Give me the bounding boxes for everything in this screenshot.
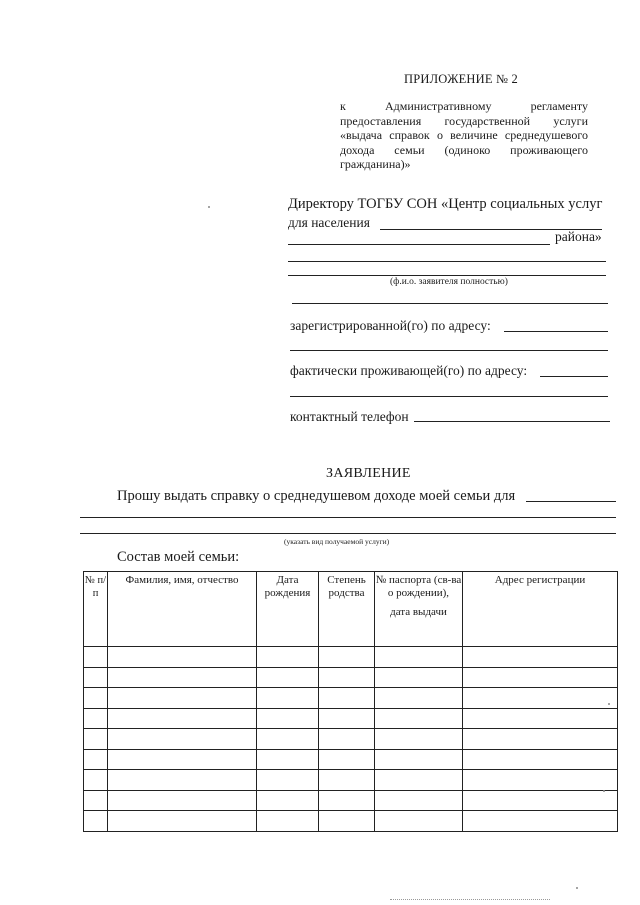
cell-birth[interactable] (257, 729, 319, 750)
cell-name[interactable] (108, 688, 257, 709)
cell-address[interactable] (463, 729, 618, 750)
registered-address-line-2[interactable] (290, 350, 608, 351)
cell-relation[interactable] (319, 647, 375, 668)
district-suffix: района» (555, 229, 602, 244)
cell-passport[interactable] (375, 667, 463, 688)
table-row (84, 790, 618, 811)
table-row (84, 688, 618, 709)
cell-num[interactable] (84, 770, 108, 791)
cell-birth[interactable] (257, 749, 319, 770)
service-caption: (указать вид получаемой услуги) (284, 537, 390, 546)
phone-label: контактный телефон (290, 409, 409, 424)
cell-relation[interactable] (319, 667, 375, 688)
table-row (84, 811, 618, 832)
header-passport-date: дата выдачи (390, 606, 447, 618)
table-row (84, 667, 618, 688)
scan-speck (603, 790, 605, 792)
cell-birth[interactable] (257, 770, 319, 791)
request-text: Прошу выдать справку о среднедушевом доходе моей семьи для (117, 488, 516, 504)
header-birth: Дата рождения (257, 572, 319, 647)
cell-birth[interactable] (257, 667, 319, 688)
scan-speck (208, 206, 210, 208)
cell-address[interactable] (463, 811, 618, 832)
cell-address[interactable] (463, 688, 618, 709)
application-heading: ЗАЯВЛЕНИЕ (326, 466, 411, 481)
cell-address[interactable] (463, 790, 618, 811)
fio-caption: (ф.и.о. заявителя полностью) (390, 277, 508, 287)
header-passport-text: № паспорта (св-ва о рождении), (375, 574, 462, 599)
header-relation: Степень родства (319, 572, 375, 647)
cell-num[interactable] (84, 790, 108, 811)
family-title: Состав моей семьи: (117, 549, 240, 565)
cell-num[interactable] (84, 811, 108, 832)
header-num: № п/п (84, 572, 108, 647)
applicant-line-3[interactable] (292, 303, 608, 304)
applicant-line-2[interactable] (288, 275, 606, 276)
cell-address[interactable] (463, 770, 618, 791)
actual-label: фактически проживающей(го) по адресу: (290, 363, 528, 378)
table-row (84, 647, 618, 668)
district-field[interactable] (288, 244, 550, 245)
cell-num[interactable] (84, 708, 108, 729)
cell-name[interactable] (108, 729, 257, 750)
cell-num[interactable] (84, 647, 108, 668)
service-field[interactable] (526, 501, 616, 502)
cell-birth[interactable] (257, 708, 319, 729)
cell-passport[interactable] (375, 811, 463, 832)
cell-address[interactable] (463, 647, 618, 668)
registered-address-field[interactable] (504, 331, 608, 332)
actual-address-field[interactable] (540, 376, 608, 377)
service-line-3[interactable] (80, 533, 616, 534)
cell-birth[interactable] (257, 811, 319, 832)
scan-speck (576, 887, 578, 889)
appendix-note: к Административному регламенту предоставления государственной услуги «выдача справок о величине среднедушевого дохода семьи (одиноко проживающего гражданина)» (340, 99, 588, 171)
cell-relation[interactable] (319, 688, 375, 709)
cell-address[interactable] (463, 667, 618, 688)
cell-name[interactable] (108, 811, 257, 832)
cell-address[interactable] (463, 749, 618, 770)
header-passport (375, 572, 463, 647)
cell-relation[interactable] (319, 770, 375, 791)
cell-relation[interactable] (319, 790, 375, 811)
scan-edge-mark (390, 899, 550, 900)
scan-speck (608, 703, 610, 705)
cell-relation[interactable] (319, 811, 375, 832)
applicant-line-1[interactable] (288, 261, 606, 262)
cell-name[interactable] (108, 667, 257, 688)
cell-passport[interactable] (375, 729, 463, 750)
table-row (84, 749, 618, 770)
cell-passport[interactable] (375, 770, 463, 791)
cell-name[interactable] (108, 708, 257, 729)
cell-num[interactable] (84, 729, 108, 750)
cell-relation[interactable] (319, 749, 375, 770)
table-row (84, 708, 618, 729)
header-name: Фамилия, имя, отчество (108, 572, 257, 647)
cell-passport[interactable] (375, 708, 463, 729)
cell-passport[interactable] (375, 749, 463, 770)
phone-field[interactable] (414, 421, 610, 422)
table-row (84, 729, 618, 750)
cell-num[interactable] (84, 667, 108, 688)
cell-num[interactable] (84, 688, 108, 709)
cell-relation[interactable] (319, 729, 375, 750)
cell-relation[interactable] (319, 708, 375, 729)
cell-passport[interactable] (375, 647, 463, 668)
cell-name[interactable] (108, 790, 257, 811)
header-address: Адрес регистрации (463, 572, 618, 647)
cell-num[interactable] (84, 749, 108, 770)
cell-name[interactable] (108, 770, 257, 791)
cell-passport[interactable] (375, 688, 463, 709)
director-line: Директору ТОГБУ СОН «Центр социальных услуг (288, 196, 603, 212)
actual-address-line-2[interactable] (290, 396, 608, 397)
cell-passport[interactable] (375, 790, 463, 811)
population-label: для населения (288, 215, 370, 230)
cell-birth[interactable] (257, 790, 319, 811)
registered-label: зарегистрированной(го) по адресу: (290, 318, 491, 333)
cell-name[interactable] (108, 749, 257, 770)
cell-address[interactable] (463, 708, 618, 729)
family-table (83, 571, 618, 832)
table-header-row (84, 572, 618, 647)
cell-name[interactable] (108, 647, 257, 668)
cell-birth[interactable] (257, 688, 319, 709)
table-row (84, 770, 618, 791)
service-line-2[interactable] (80, 517, 616, 518)
appendix-title: ПРИЛОЖЕНИЕ № 2 (404, 72, 518, 86)
cell-birth[interactable] (257, 647, 319, 668)
